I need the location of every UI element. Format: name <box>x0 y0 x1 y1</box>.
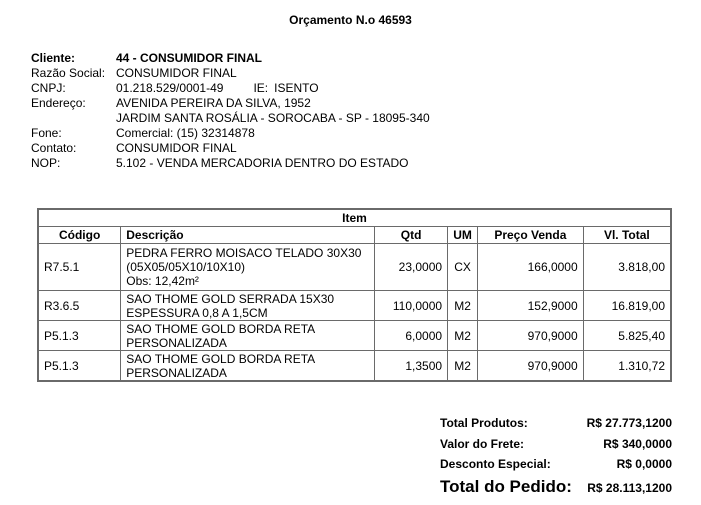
desc-line: PERSONALIZADA <box>126 365 227 380</box>
cell-total: 1.310,72 <box>583 351 671 382</box>
totals-block <box>440 413 672 500</box>
client-row <box>31 51 430 66</box>
desc-line: SAO THOME GOLD BORDA RETA <box>126 321 316 336</box>
ie-label: IE: <box>253 81 269 95</box>
col-total: Vl. Total <box>583 227 671 244</box>
contato-value: CONSUMIDOR FINAL <box>116 141 237 155</box>
fone-row <box>31 126 430 141</box>
cell-um: M2 <box>448 351 478 382</box>
table-row <box>38 351 671 382</box>
cell-codigo: P5.1.3 <box>38 351 121 382</box>
client-value: 44 - CONSUMIDOR FINAL <box>116 51 263 65</box>
cell-preco: 166,0000 <box>478 244 584 291</box>
cell-codigo: P5.1.3 <box>38 321 121 351</box>
col-descricao: Descrição <box>121 227 375 244</box>
endereco-label: Endereço: <box>31 96 86 110</box>
ie-value: ISENTO <box>274 81 319 95</box>
cell-qtd: 6,0000 <box>375 321 448 351</box>
total-produtos-row <box>440 413 672 434</box>
cell-descricao <box>121 351 375 382</box>
desc-line: PERSONALIZADA <box>126 335 227 350</box>
desconto-row <box>440 454 672 474</box>
nop-value: 5.102 - VENDA MERCADORIA DENTRO DO ESTADO <box>116 156 409 170</box>
cnpj-row <box>31 81 430 96</box>
col-preco: Preço Venda <box>478 227 584 244</box>
cell-qtd: 23,0000 <box>375 244 448 291</box>
cell-total: 3.818,00 <box>583 244 671 291</box>
col-um: UM <box>448 227 478 244</box>
desc-line: PEDRA FERRO MOISACO TELADO 30X30 <box>126 246 362 260</box>
razao-row <box>31 66 430 81</box>
cell-total: 16.819,00 <box>583 291 671 321</box>
client-label: Cliente: <box>31 51 76 65</box>
cell-codigo: R3.6.5 <box>38 291 121 321</box>
nop-label: NOP: <box>31 156 61 170</box>
items-table <box>37 208 672 382</box>
desconto-label: Desconto Especial: <box>440 457 551 471</box>
desc-line: SAO THOME GOLD BORDA RETA <box>126 351 316 366</box>
desc-line: ESPESSURA 0,8 A 1,5CM <box>126 305 268 320</box>
table-row <box>38 291 671 321</box>
endereco-line1: AVENIDA PEREIRA DA SILVA, 1952 <box>116 96 311 110</box>
cell-codigo: R7.5.1 <box>38 244 121 291</box>
cnpj-value: 01.218.529/0001-49 <box>116 81 224 95</box>
fone-label: Fone: <box>31 126 62 140</box>
cell-descricao <box>121 291 375 321</box>
fone-value: Comercial: (15) 32314878 <box>116 126 255 140</box>
client-info <box>31 51 430 171</box>
total-produtos-label: Total Produtos: <box>440 416 528 430</box>
total-pedido-label: Total do Pedido: <box>440 477 572 496</box>
cell-qtd: 110,0000 <box>375 291 448 321</box>
razao-label: Razão Social: <box>31 66 106 80</box>
col-codigo: Código <box>38 227 121 244</box>
cell-um: M2 <box>448 291 478 321</box>
endereco-row-2 <box>31 111 430 126</box>
valor-frete-row <box>440 434 672 454</box>
endereco-line2: JARDIM SANTA ROSÁLIA - SOROCABA - SP - 18095-340 <box>116 111 430 125</box>
table-row <box>38 321 671 351</box>
desc-line: (05X05/05X10/10X10) <box>126 260 245 274</box>
total-produtos-value: R$ 27.773,1200 <box>586 416 672 430</box>
desconto-value: R$ 0,0000 <box>616 457 672 471</box>
contato-row <box>31 141 430 156</box>
cell-qtd: 1,3500 <box>375 351 448 382</box>
table-row <box>38 244 671 291</box>
cell-um: CX <box>448 244 478 291</box>
cell-descricao <box>121 321 375 351</box>
table-header-item: Item <box>38 209 671 227</box>
endereco-row <box>31 96 430 111</box>
total-pedido-row <box>440 474 672 500</box>
cell-total: 5.825,40 <box>583 321 671 351</box>
column-headers <box>38 227 671 244</box>
cell-preco: 152,9000 <box>478 291 584 321</box>
cell-descricao <box>121 244 375 291</box>
desc-line: SAO THOME GOLD SERRADA 15X30 <box>126 291 335 306</box>
cell-um: M2 <box>448 321 478 351</box>
page-title: Orçamento N.o 46593 <box>289 13 412 27</box>
cnpj-label: CNPJ: <box>31 81 66 95</box>
empty-label <box>31 111 116 126</box>
valor-frete-value: R$ 340,0000 <box>603 437 672 451</box>
col-qtd: Qtd <box>375 227 448 244</box>
cell-preco: 970,9000 <box>478 351 584 382</box>
total-pedido-value: R$ 28.113,1200 <box>587 481 672 495</box>
nop-row <box>31 156 430 171</box>
desc-obs: Obs: 12,42m² <box>126 274 199 288</box>
valor-frete-label: Valor do Frete: <box>440 437 525 451</box>
razao-value: CONSUMIDOR FINAL <box>116 66 237 80</box>
contato-label: Contato: <box>31 141 77 155</box>
cell-preco: 970,9000 <box>478 321 584 351</box>
